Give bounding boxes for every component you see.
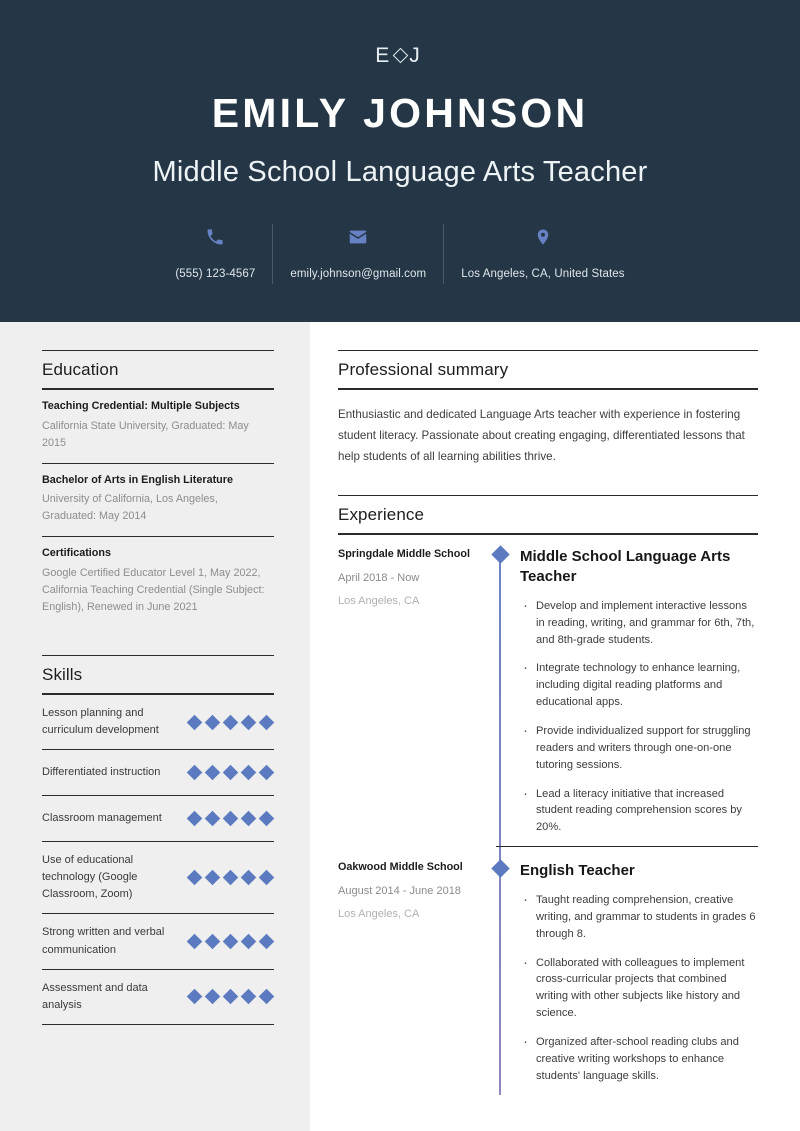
skill-diamond-icon <box>187 765 203 781</box>
experience-heading-wrap <box>338 495 758 535</box>
skill-row <box>42 750 274 796</box>
experience-company: Springdale Middle School <box>338 548 470 561</box>
education-degree: Certifications <box>42 547 111 560</box>
skill-level-indicator <box>189 813 274 824</box>
skill-level-indicator <box>189 872 274 883</box>
skills-heading-wrap <box>42 655 274 695</box>
education-heading: Education <box>42 360 119 379</box>
summary-text: Enthusiastic and dedicated Language Arts teacher with experience in fostering student literacy. Passionate about creating engaging, differentiated lessons that help students of all learning abilities thrive. <box>338 408 745 464</box>
phone-icon <box>205 222 225 252</box>
experience-bullet: · Taught reading comprehension, creative writing, and grammar to students in grades 6 through 8. <box>520 892 758 943</box>
contact-phone-text: (555) 123-4567 <box>175 268 256 280</box>
resume-header <box>0 0 800 322</box>
skill-diamond-icon <box>223 989 239 1005</box>
education-meta: California State University, Graduated: May 2015 <box>42 419 249 449</box>
experience-role: English Teacher <box>520 862 635 880</box>
skill-diamond-icon <box>223 715 239 731</box>
experience-location: Los Angeles, CA <box>338 907 420 920</box>
skill-diamond-icon <box>241 811 257 827</box>
skill-diamond-icon <box>187 934 203 950</box>
experience-company: Oakwood Middle School <box>338 861 463 874</box>
skill-name: Strong written and verbal communication <box>42 926 165 956</box>
contact-email-text: emily.johnson@gmail.com <box>290 268 427 280</box>
skill-diamond-icon <box>205 811 221 827</box>
skill-diamond-icon <box>205 715 221 731</box>
experience-entry <box>338 846 758 1094</box>
experience-bullet: · Provide individualized support for struggling readers and writers through one-on-one tutoring sessions. <box>520 723 758 774</box>
experience-meta-column <box>338 547 496 846</box>
skill-diamond-icon <box>223 934 239 950</box>
skill-diamond-icon <box>205 765 221 781</box>
experience-list <box>338 535 758 1094</box>
skill-row <box>42 842 274 914</box>
skill-diamond-icon <box>241 870 257 886</box>
skill-diamond-icon <box>223 870 239 886</box>
skill-diamond-icon <box>259 715 275 731</box>
location-pin-icon <box>534 222 552 252</box>
skill-name: Classroom management <box>42 812 162 825</box>
summary-heading-wrap <box>338 350 758 390</box>
skill-diamond-icon <box>205 870 221 886</box>
experience-bullet: · Integrate technology to enhance learning, including digital reading platforms and educational apps. <box>520 660 758 711</box>
skill-row <box>42 796 274 842</box>
skill-name: Use of educational technology (Google Classroom, Zoom) <box>42 854 138 901</box>
education-meta: Google Certified Educator Level 1, May 2022, California Teaching Credential (Single Subject: English), Renewed in June 2021 <box>42 567 265 614</box>
skills-heading: Skills <box>42 665 83 685</box>
skill-diamond-icon <box>223 811 239 827</box>
experience-location: Los Angeles, CA <box>338 594 420 607</box>
experience-heading: Experience <box>338 505 425 525</box>
skill-row <box>42 970 274 1025</box>
candidate-job-title: Middle School Language Arts Teacher <box>152 156 648 189</box>
skill-diamond-icon <box>259 934 275 950</box>
skill-name: Differentiated instruction <box>42 766 161 779</box>
experience-bullet: · Develop and implement interactive lessons in reading, writing, and grammar for 6th, 7th, and 8th-grade students. <box>520 598 758 649</box>
candidate-name: EMILY JOHNSON <box>211 90 589 136</box>
skill-row <box>42 914 274 969</box>
skill-diamond-icon <box>205 989 221 1005</box>
monogram-logo <box>0 44 800 68</box>
monogram-initial-right: J <box>409 44 425 67</box>
experience-detail-column <box>496 846 758 1094</box>
education-meta: University of California, Los Angeles, Graduated: May 2014 <box>42 493 218 523</box>
experience-meta-column <box>338 846 496 1094</box>
experience-bullet-list <box>520 892 758 1085</box>
education-degree: Teaching Credential: Multiple Subjects <box>42 400 240 412</box>
skill-name: Lesson planning and curriculum development <box>42 707 159 737</box>
experience-detail-column <box>496 547 758 846</box>
experience-role: Middle School Language Arts Teacher <box>520 548 731 586</box>
experience-bullet-list <box>520 598 758 836</box>
skill-diamond-icon <box>241 715 257 731</box>
summary-section <box>338 350 758 467</box>
skill-row <box>42 695 274 750</box>
contact-location-text: Los Angeles, CA, United States <box>461 268 625 280</box>
experience-section <box>338 495 758 1094</box>
experience-bullet: · Organized after-school reading clubs and creative writing workshops to enhance students' language skills. <box>520 1034 758 1085</box>
diamond-outline-icon <box>393 48 409 64</box>
skill-diamond-icon <box>241 989 257 1005</box>
monogram-initial-left: E <box>375 44 395 67</box>
skill-diamond-icon <box>223 765 239 781</box>
envelope-icon <box>347 222 369 252</box>
education-item <box>42 537 274 627</box>
experience-bullet: · Collaborated with colleagues to implement cross-curricular projects that combined writing with other subjects like history and science. <box>520 955 758 1022</box>
skill-level-indicator <box>189 767 274 778</box>
skill-level-indicator <box>189 936 274 947</box>
skill-diamond-icon <box>205 934 221 950</box>
contact-bar <box>0 222 800 290</box>
skill-level-indicator <box>189 991 274 1002</box>
experience-dates: August 2014 - June 2018 <box>338 884 461 897</box>
experience-bullet: · Lead a literacy initiative that increased student reading comprehension scores by 20%. <box>520 786 758 837</box>
sidebar <box>0 322 310 1131</box>
skill-diamond-icon <box>259 765 275 781</box>
main-content <box>310 322 800 1131</box>
experience-dates: April 2018 - Now <box>338 571 420 584</box>
skill-diamond-icon <box>259 870 275 886</box>
skill-diamond-icon <box>241 765 257 781</box>
education-item <box>42 464 274 538</box>
contact-email[interactable] <box>273 222 443 290</box>
skills-section <box>42 655 274 1024</box>
experience-entry <box>338 535 758 846</box>
skill-diamond-icon <box>187 715 203 731</box>
education-section <box>42 350 274 627</box>
education-item <box>42 390 274 464</box>
contact-location[interactable] <box>444 222 641 290</box>
skill-diamond-icon <box>241 934 257 950</box>
skill-diamond-icon <box>187 870 203 886</box>
skill-diamond-icon <box>259 811 275 827</box>
skill-diamond-icon <box>259 989 275 1005</box>
skill-level-indicator <box>189 717 274 728</box>
skill-name: Assessment and data analysis <box>42 981 148 1011</box>
education-heading-wrap <box>42 350 274 390</box>
summary-heading: Professional summary <box>338 360 509 379</box>
education-degree: Bachelor of Arts in English Literature <box>42 473 233 486</box>
skills-list <box>42 695 274 1024</box>
skill-diamond-icon <box>187 811 203 827</box>
education-list <box>42 390 274 627</box>
contact-phone[interactable] <box>158 222 272 290</box>
skill-diamond-icon <box>187 989 203 1005</box>
